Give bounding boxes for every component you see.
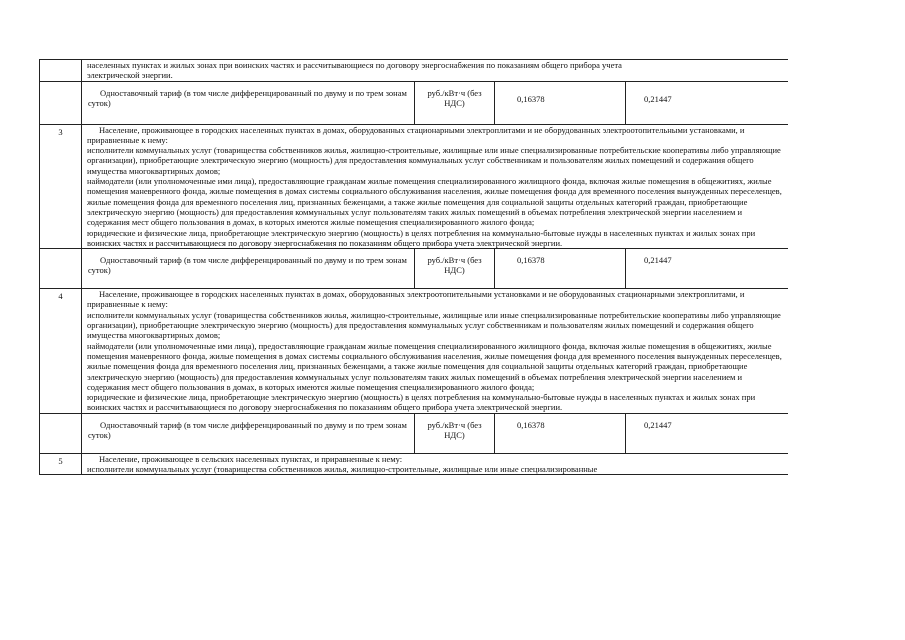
category-description: [82, 60, 789, 82]
tariff-unit: руб./кВт·ч (без НДС): [415, 81, 495, 124]
tariff-name: Одноставочный тариф (в том числе дифференцированный по двуму и по трем зонам суток): [82, 81, 415, 124]
tariff-value-2: 0,21447: [626, 249, 789, 289]
description-line: электрической энергии.: [87, 70, 173, 81]
row-number: 5: [40, 453, 82, 475]
tariff-document-page: [39, 59, 788, 600]
description-paragraph: Население, проживающее в городских населенных пунктах в домах, оборудованных электроотопительными установками и не оборудованных стационарными электроплитами, и приравненные к нему:: [87, 289, 745, 310]
description-line: населенных пунктах и жилых зонах при воинских частях и рассчитывающиеся по договору энергоснабжения по показаниям общего прибора учета: [87, 60, 622, 70]
description-paragraph: наймодатели (или уполномоченные ими лица), предоставляющие гражданам жилые помещения специализированного жилищного фонда, включая жилые помещения в общежитиях, жилые помещения маневренного фонда, жилые помещения в домах системы социального обслуживания населения, жилые помещения фонда для временного поселения вынужденных переселенцев, жилые помещения фонда для временного поселения лиц, признанных беженцами, а также жилые помещения для социальной защиты отдельных категорий граждан, приобретающие электрическую энергию (мощность) для предоставления коммунальных услуг пользователям таких жилых помещений в объемах потребления электрической энергии населением и содержания мест общего пользования в домах, в которых имеются жилые помещения специализированного жилого фонда;: [87, 340, 782, 392]
category-description: [82, 453, 789, 475]
table-row: [40, 289, 789, 414]
tariff-value-1: 0,16378: [495, 81, 626, 124]
row-number: 3: [40, 124, 82, 249]
table-row: [40, 60, 789, 82]
category-description: [82, 124, 789, 249]
tariff-unit: руб./кВт·ч (без НДС): [415, 413, 495, 453]
tariff-row: [40, 413, 789, 453]
tariff-row: [40, 81, 789, 124]
tariff-table: [39, 59, 788, 475]
tariff-value-2: 0,21447: [626, 413, 789, 453]
row-number-cell: [40, 60, 82, 82]
description-paragraph: Население, проживающее в городских населенных пунктах в домах, оборудованных стационарными электроплитами и не оборудованных электроотопительными установками, и приравненные к нему:: [87, 124, 745, 145]
description-paragraph: юридические и физические лица, приобретающие электрическую энергию (мощность) в целях потребления на коммунально-бытовые нужды в населенных пунктах и жилых зонах при воинских частях и рассчитывающиеся по договору энергоснабжения по показаниям общего прибора учета электрической энергии.: [87, 392, 756, 413]
description-line: исполнители коммунальных услуг (товарищества собственников жилья, жилищно-строительные, жилищные или иные специализированные: [87, 464, 598, 475]
description-paragraph: исполнители коммунальных услуг (товарищества собственников жилья, жилищно-строительные, жилищные или иные специализированные потребительские кооперативы либо управляющие организации), приобретающие электрическую энергию (мощность) для предоставления коммунальных услуг собственникам и пользователям жилых помещений и содержания общего имущества многоквартирных домов;: [87, 145, 781, 176]
tariff-row: [40, 249, 789, 289]
tariff-unit: руб./кВт·ч (без НДС): [415, 249, 495, 289]
tariff-value-1: 0,16378: [495, 249, 626, 289]
description-paragraph: юридические и физические лица, приобретающие электрическую энергию (мощность) в целях потребления на коммунально-бытовые нужды в населенных пунктах и жилых зонах при воинских частях и рассчитывающиеся по договору энергоснабжения по показаниям общего прибора учета электрической энергии.: [87, 227, 756, 248]
table-row: [40, 453, 789, 475]
description-paragraph: исполнители коммунальных услуг (товарищества собственников жилья, жилищно-строительные, жилищные или иные специализированные потребительские кооперативы либо управляющие организации), приобретающие электрическую энергию (мощность) для предоставления коммунальных услуг собственникам и пользователям жилых помещений и содержания общего имущества многоквартирных домов;: [87, 309, 781, 341]
tariff-name: Одноставочный тариф (в том числе дифференцированный по двуму и по трем зонам суток): [82, 249, 415, 289]
tariff-value-1: 0,16378: [495, 413, 626, 453]
row-number: 4: [40, 289, 82, 414]
tariff-name: Одноставочный тариф (в том числе дифференцированный по двуму и по трем зонам суток): [82, 413, 415, 453]
table-row: [40, 124, 789, 249]
description-paragraph: наймодатели (или уполномоченные ими лица), предоставляющие гражданам жилые помещения специализированного жилищного фонда, включая жилые помещения в общежитиях, жилые помещения маневренного фонда, жилые помещения в домах системы социального обслуживания населения, жилые помещения фонда для временного поселения вынужденных переселенцев, жилые помещения фонда для временного поселения лиц, признанных беженцами, а также жилые помещения для социальной защиты отдельных категорий граждан, приобретающие электрическую энергию (мощность) для предоставления коммунальных услуг пользователям таких жилых помещений в объемах потребления электрической энергии населением и содержания мест общего пользования в домах, в которых имеются жилые помещения специализированного жилого фонда;: [87, 176, 782, 228]
description-line: Население, проживающее в сельских населенных пунктах, и приравненные к нему:: [99, 453, 403, 464]
category-description: [82, 289, 789, 414]
tariff-value-2: 0,21447: [626, 81, 789, 124]
